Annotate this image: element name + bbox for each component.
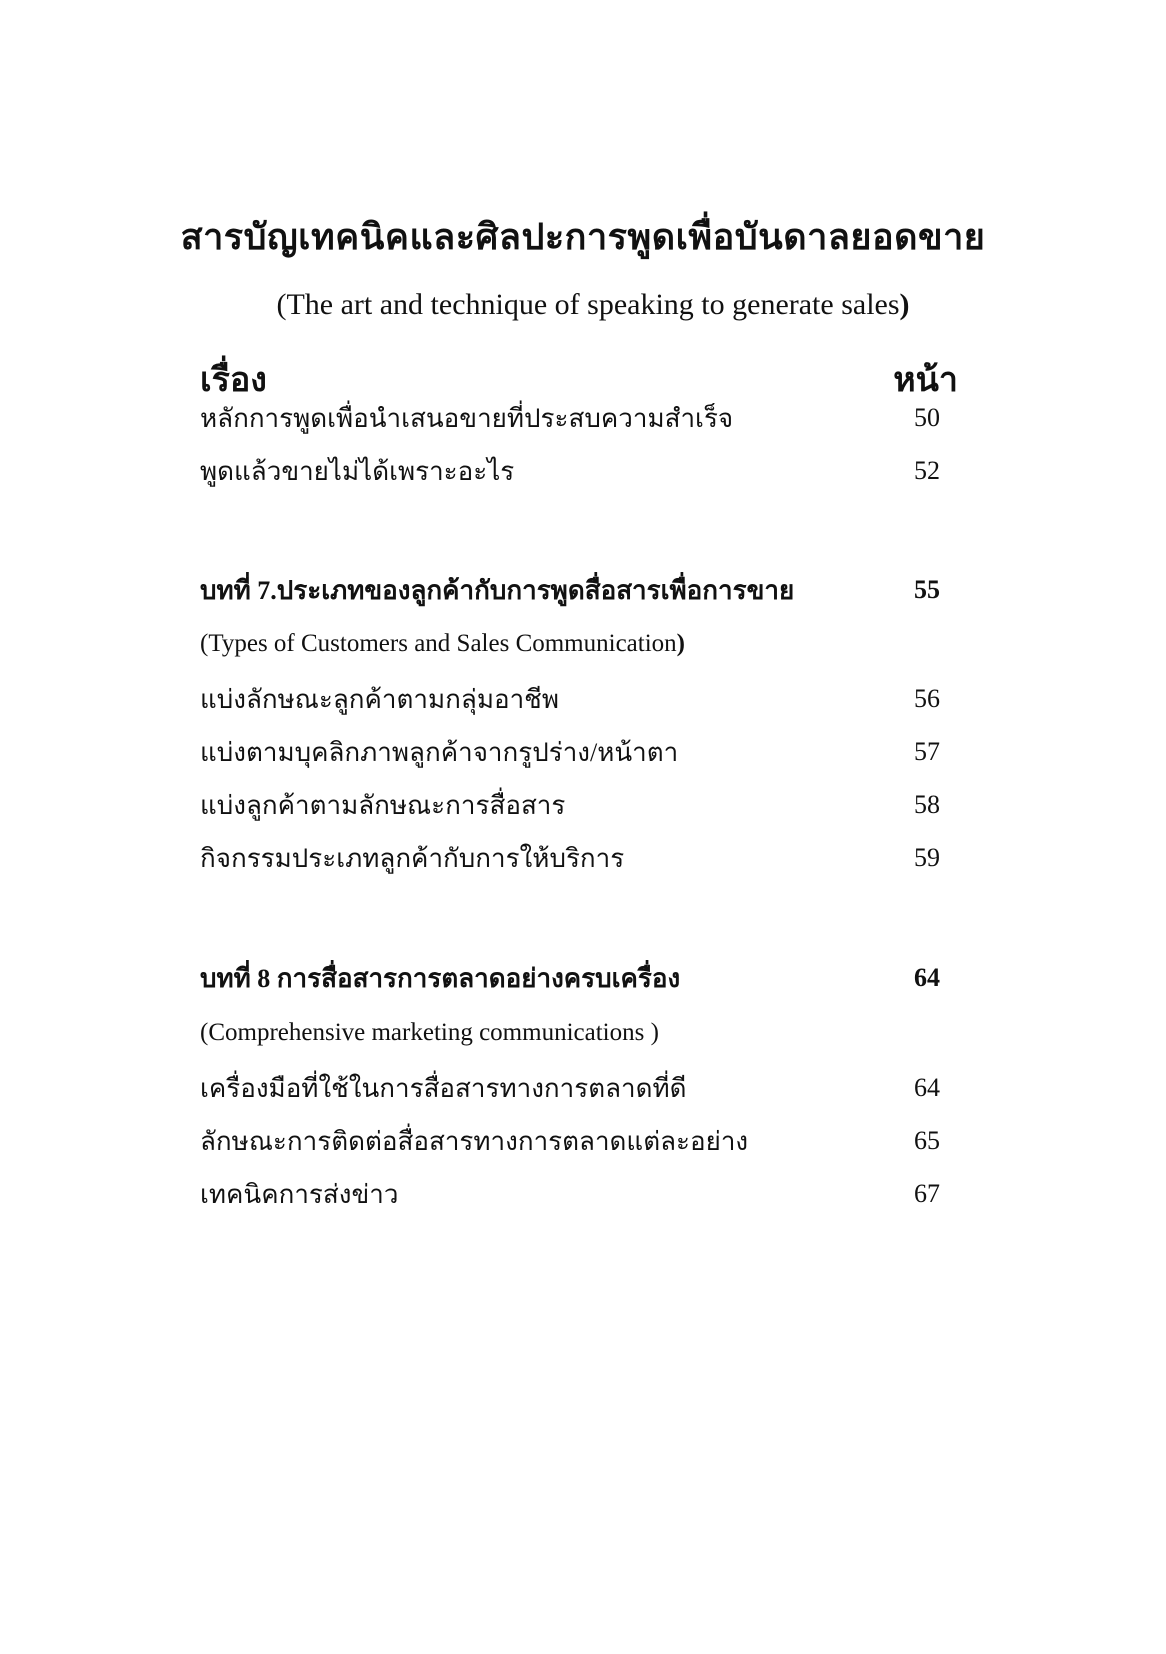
toc-entry-page: 67	[914, 1179, 940, 1208]
toc-entry-label: แบ่งลักษณะลูกค้าตามกลุ่มอาชีพ	[200, 684, 559, 714]
toc-entry-page: 65	[914, 1126, 940, 1155]
chapter-8-heading	[200, 958, 940, 998]
toc-entry	[200, 1174, 940, 1214]
toc-entry	[200, 785, 940, 825]
chapter-7-english-title	[200, 630, 685, 658]
chapter-heading-page: 64	[914, 963, 940, 992]
chapter-english-text: (Types of Customers and Sales Communication	[200, 630, 677, 657]
column-header-topic: เรื่อง	[200, 362, 267, 399]
toc-entry-label: แบ่งลูกค้าตามลักษณะการสื่อสาร	[200, 790, 566, 820]
toc-subtitle	[0, 288, 1166, 322]
toc-entry-label: เครื่องมือที่ใช้ในการสื่อสารทางการตลาดที่ดี	[200, 1073, 687, 1103]
column-header-page: หน้า	[893, 362, 958, 399]
chapter-english-text: (Comprehensive marketing communications )	[200, 1019, 659, 1046]
toc-entry-page: 57	[914, 737, 940, 766]
toc-entry-label: หลักการพูดเพื่อนำเสนอขายที่ประสบความสำเร็จ	[200, 403, 734, 433]
toc-entry	[200, 679, 940, 719]
toc-title: สารบัญเทคนิคและศิลปะการพูดเพื่อบันดาลยอดขาย	[180, 217, 986, 257]
chapter-7-heading	[200, 570, 940, 610]
toc-entry	[200, 398, 940, 438]
chapter-heading-label: บทที่ 7.ประเภทของลูกค้ากับการพูดสื่อสารเพื่อการขาย	[200, 575, 795, 605]
toc-entry-page: 59	[914, 843, 940, 872]
toc-entry-page: 58	[914, 790, 940, 819]
toc-subtitle-text: (The art and technique of speaking to generate sales	[276, 288, 900, 321]
toc-entry-page: 56	[914, 684, 940, 713]
toc-entry	[200, 1068, 940, 1108]
toc-entry-page: 52	[914, 456, 940, 485]
toc-entry	[200, 732, 940, 772]
toc-entry	[200, 838, 940, 878]
chapter-heading-page: 55	[914, 575, 940, 604]
toc-entry-page: 64	[914, 1073, 940, 1102]
chapter-english-close: )	[676, 630, 685, 657]
toc-subtitle-close: )	[899, 288, 910, 321]
chapter-8-english-title	[200, 1019, 659, 1047]
toc-entry-page: 50	[914, 403, 940, 432]
toc-entry-label: แบ่งตามบุคลิกภาพลูกค้าจากรูปร่าง/หน้าตา	[200, 737, 679, 767]
chapter-heading-label: บทที่ 8 การสื่อสารการตลาดอย่างครบเครื่อง	[200, 963, 681, 993]
toc-entry-label: ลักษณะการติดต่อสื่อสารทางการตลาดแต่ละอย่าง	[200, 1126, 749, 1156]
toc-entry-label: เทคนิคการส่งข่าว	[200, 1179, 399, 1209]
toc-entry-label: กิจกรรมประเภทลูกค้ากับการให้บริการ	[200, 843, 625, 873]
toc-entry	[200, 1121, 940, 1161]
toc-entry-label: พูดแล้วขายไม่ได้เพราะอะไร	[200, 456, 515, 486]
toc-entry	[200, 451, 940, 491]
